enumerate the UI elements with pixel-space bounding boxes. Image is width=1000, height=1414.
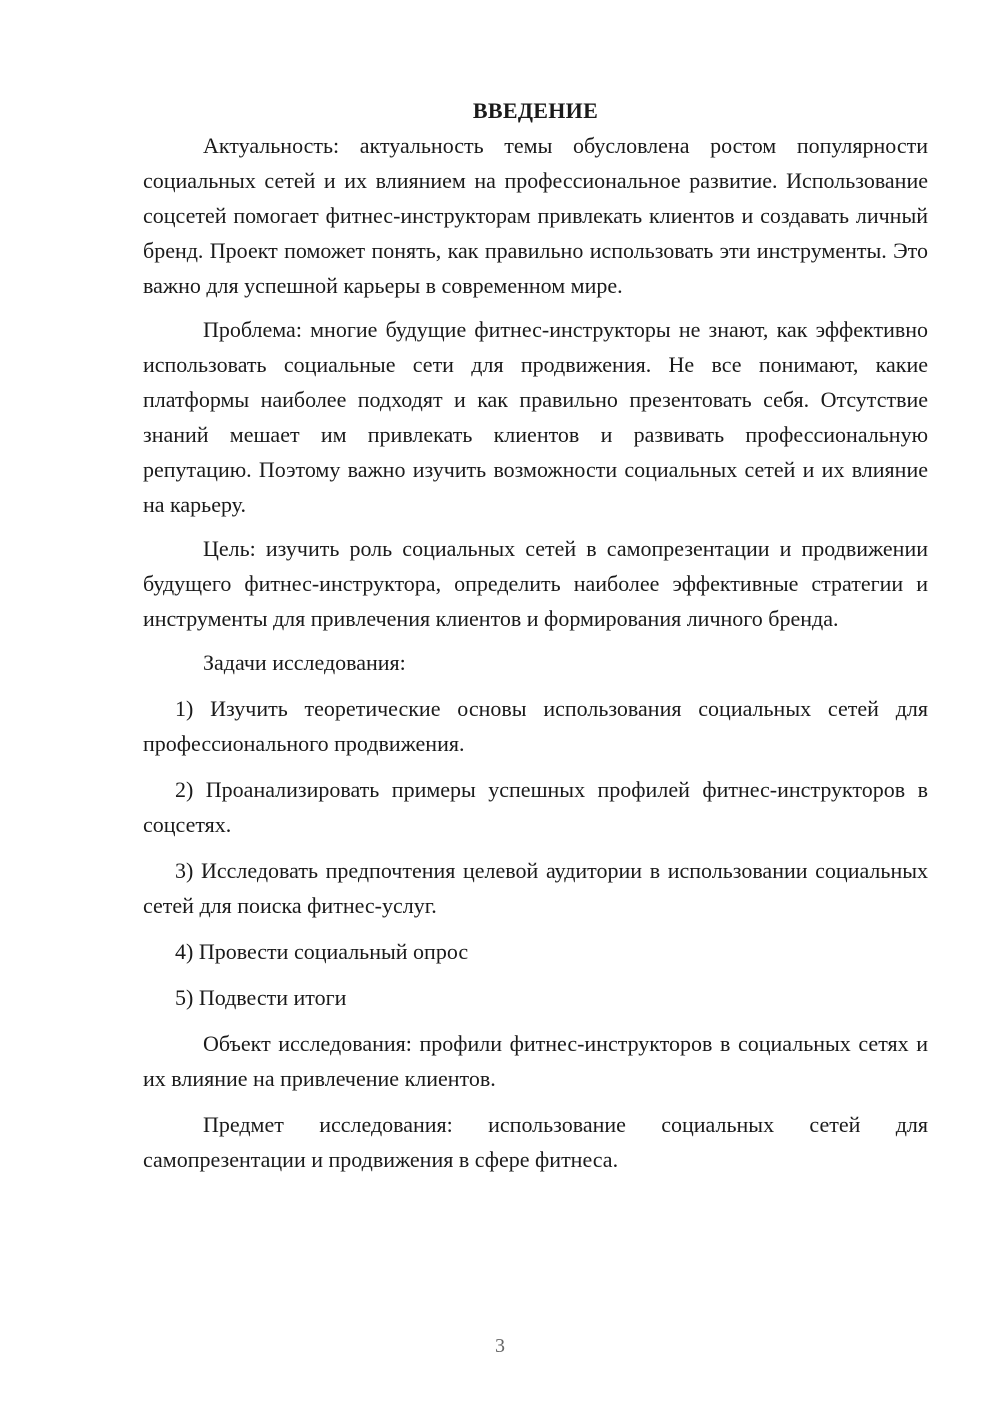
paragraph-problem: Проблема: многие будущие фитнес-инструкторы не знают, как эффективно использовать социальные сети для продвижения. Не все понимают, какие платформы наиболее подходят и как правильно презентовать себя. Отсутствие знаний мешает им привлекать клиентов и развивать профессиональную репутацию. Поэтому важно изучить возможности социальных сетей и их влияние на карьеру.: [143, 317, 928, 517]
page-content: [143, 96, 928, 1177]
task-item-3: 3) Исследовать предпочтения целевой аудитории в использовании социальных сетей для поиска фитнес-услуг.: [143, 858, 928, 918]
paragraph-relevance: Актуальность: актуальность темы обусловлена ростом популярности социальных сетей и их влиянием на профессиональное развитие. Использование соцсетей помогает фитнес-инструкторам привлекать клиентов и создавать личный бренд. Проект поможет понять, как правильно использовать эти инструменты. Это важно для успешной карьеры в современном мире.: [143, 133, 928, 298]
paragraph-subject: Предмет исследования: использование социальных сетей для самопрезентации и продвижения в сфере фитнеса.: [143, 1112, 928, 1172]
task-item-4: 4) Провести социальный опрос: [175, 939, 469, 964]
section-title: ВВЕДЕНИЕ: [472, 98, 599, 123]
tasks-heading: Задачи исследования:: [203, 650, 406, 675]
page-number: 3: [495, 1335, 505, 1357]
task-item-2: 2) Проанализировать примеры успешных профилей фитнес-инструкторов в соцсетях.: [143, 777, 928, 837]
task-item-5: 5) Подвести итоги: [175, 985, 347, 1010]
paragraph-goal: Цель: изучить роль социальных сетей в самопрезентации и продвижении будущего фитнес-инструктора, определить наиболее эффективные стратегии и инструменты для привлечения клиентов и формирования личного бренда.: [143, 536, 928, 631]
paragraph-object: Объект исследования: профили фитнес-инструкторов в социальных сетях и их влияние на привлечение клиентов.: [143, 1031, 928, 1091]
task-item-1: 1) Изучить теоретические основы использования социальных сетей для профессионального продвижения.: [143, 696, 928, 756]
